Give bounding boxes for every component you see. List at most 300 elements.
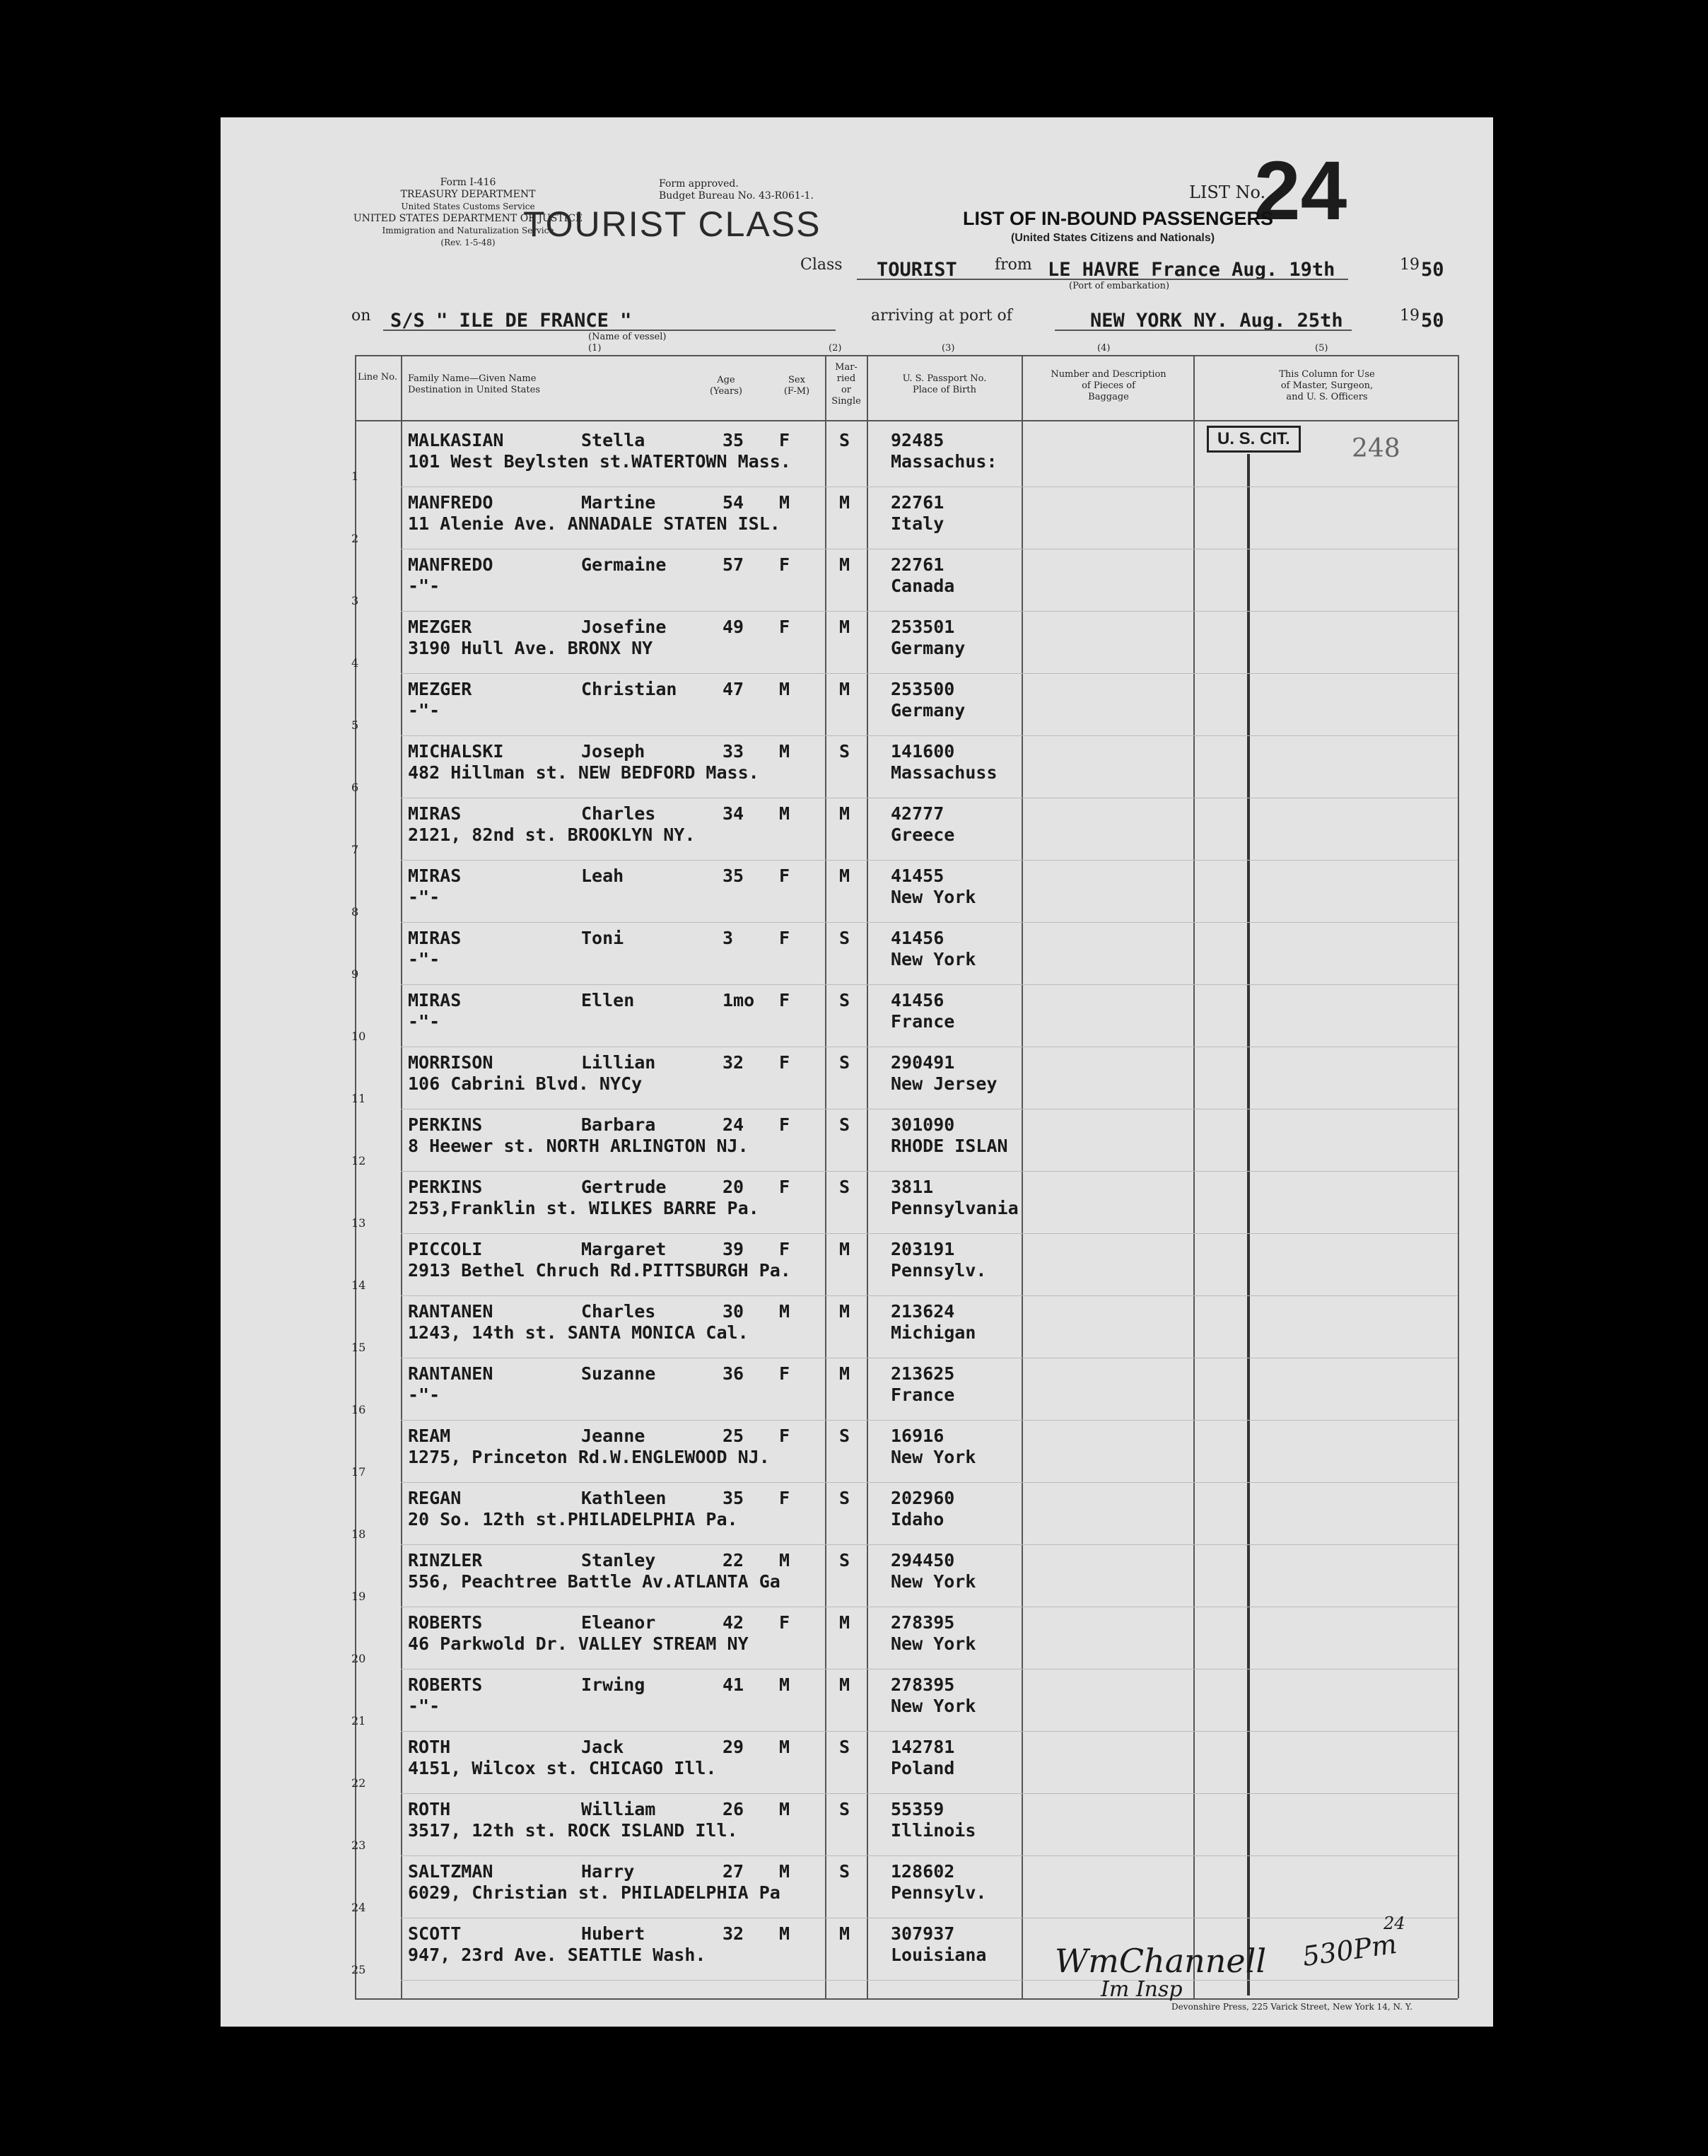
header-sex: Sex (F-M) (783, 375, 810, 397)
given-name: Jeanne (581, 1426, 645, 1446)
place-of-birth: Canada (891, 576, 955, 596)
family-name: MIRAS (408, 990, 462, 1010)
sex: F (779, 1177, 790, 1197)
col-number: (2) (829, 343, 842, 354)
row-separator (401, 611, 1458, 612)
place-of-birth: Illinois (891, 1820, 976, 1841)
age: 39 (723, 1239, 744, 1259)
marital-status: M (839, 803, 850, 824)
family-name: MIRAS (408, 928, 462, 948)
year2-suffix: 50 (1421, 310, 1444, 332)
table-row (221, 987, 1493, 1049)
place-of-birth: New York (891, 1571, 976, 1592)
place-of-birth: Italy (891, 513, 944, 534)
header-age: Age (Years) (710, 375, 742, 397)
destination-address: -"- (408, 576, 440, 596)
given-name: Charles (581, 803, 656, 824)
row-separator (401, 1980, 1458, 1981)
age: 24 (723, 1114, 744, 1135)
destination-address: 20 So. 12th st.PHILADELPHIA Pa. (408, 1509, 738, 1529)
family-name: RANTANEN (408, 1363, 493, 1384)
officer-number: 248 (1352, 434, 1400, 463)
marital-status: M (839, 1612, 850, 1633)
marital-status: S (839, 1737, 850, 1757)
list-number: 24 (1254, 144, 1347, 238)
table-row (221, 1174, 1493, 1236)
place-of-birth: Idaho (891, 1509, 944, 1529)
row-separator (401, 984, 1458, 985)
destination-address: 4151, Wilcox st. CHICAGO Ill. (408, 1758, 717, 1778)
form-number: Form I-416 (440, 177, 496, 188)
table-row (221, 863, 1493, 925)
destination-address: -"- (408, 700, 440, 721)
inspector-initials: Im Insp (1101, 1977, 1183, 2002)
sex: F (779, 1612, 790, 1633)
sex: F (779, 617, 790, 637)
printer-imprint: Devonshire Press, 225 Varick Street, New York 14, N. Y. (1171, 2002, 1413, 2012)
line-number: 3 (351, 594, 359, 607)
passport-number: 202960 (891, 1488, 955, 1508)
table-row (221, 1858, 1493, 1921)
line-number: 8 (351, 905, 359, 919)
row-separator (401, 1731, 1458, 1732)
sex: F (779, 1114, 790, 1135)
destination-address: 6029, Christian st. PHILADELPHIA Pa (408, 1882, 780, 1903)
line-number: 7 (351, 843, 359, 856)
family-name: MIRAS (408, 866, 462, 886)
age: 54 (723, 492, 744, 513)
age: 36 (723, 1363, 744, 1384)
passport-number: 22761 (891, 554, 944, 575)
marital-status: S (839, 1799, 850, 1819)
given-name: Harry (581, 1861, 635, 1882)
place-of-birth: New York (891, 1447, 976, 1467)
age: 32 (723, 1052, 744, 1073)
year1-suffix: 50 (1421, 259, 1444, 281)
family-name: ROBERTS (408, 1674, 483, 1695)
destination-address: 3190 Hull Ave. BRONX NY (408, 638, 653, 658)
sex: F (779, 1363, 790, 1384)
line-number: 18 (351, 1527, 366, 1541)
age: 57 (723, 554, 744, 575)
family-name: MALKASIAN (408, 430, 504, 450)
place-of-birth: New York (891, 887, 976, 907)
family-name: SCOTT (408, 1923, 462, 1944)
arriving-label: arriving at port of (871, 307, 1012, 325)
destination-address: -"- (408, 1011, 440, 1032)
age: 35 (723, 866, 744, 886)
marital-status: M (839, 492, 850, 513)
passport-number: 41455 (891, 866, 944, 886)
destination-address: 2913 Bethel Chruch Rd.PITTSBURGH Pa. (408, 1260, 791, 1281)
passport-number: 41456 (891, 928, 944, 948)
line-number: 20 (351, 1652, 366, 1665)
table-row (221, 614, 1493, 676)
given-name: Barbara (581, 1114, 656, 1135)
destination-address: 2121, 82nd st. BROOKLYN NY. (408, 824, 696, 845)
sex: M (779, 1550, 790, 1571)
marital-status: S (839, 1052, 850, 1073)
sex: M (779, 1799, 790, 1819)
col-number: (4) (1097, 343, 1111, 354)
age: 22 (723, 1550, 744, 1571)
table-row (221, 1112, 1493, 1174)
row-separator (401, 735, 1458, 736)
line-number: 15 (351, 1341, 366, 1354)
sex: F (779, 990, 790, 1010)
line-number: 23 (351, 1839, 366, 1852)
table-row (221, 1360, 1493, 1423)
age: 26 (723, 1799, 744, 1819)
family-name: REAM (408, 1426, 451, 1446)
marital-status: S (839, 1861, 850, 1882)
place-of-birth: New York (891, 1696, 976, 1716)
passport-number: 55359 (891, 1799, 944, 1819)
sex: M (779, 741, 790, 762)
vessel-caption: (Name of vessel) (588, 332, 667, 342)
place-of-birth: New York (891, 1633, 976, 1654)
family-name: SALTZMAN (408, 1861, 493, 1882)
table-row (221, 1609, 1493, 1672)
passport-number: 294450 (891, 1550, 955, 1571)
header-passport: U. S. Passport No. Place of Birth (902, 373, 987, 395)
given-name: Eleanor (581, 1612, 656, 1633)
given-name: Kathleen (581, 1488, 667, 1508)
form-approved: Form approved. (659, 178, 739, 190)
marital-status: S (839, 928, 850, 948)
line-number: 6 (351, 781, 359, 794)
table-row (221, 800, 1493, 863)
from-label: from (995, 256, 1032, 274)
row-separator (401, 1544, 1458, 1545)
given-name: Gertrude (581, 1177, 667, 1197)
family-name: PICCOLI (408, 1239, 483, 1259)
family-name: RANTANEN (408, 1301, 493, 1322)
table-row (221, 1547, 1493, 1609)
list-number-label: LIST No. (1189, 182, 1266, 202)
age: 35 (723, 1488, 744, 1508)
line-number: 2 (351, 532, 359, 545)
port-caption: (Port of embarkation) (1069, 281, 1170, 291)
signature-number: 24 (1384, 1913, 1405, 1933)
manifest-page (221, 117, 1493, 2027)
sex: M (779, 1861, 790, 1882)
family-name: ROTH (408, 1737, 451, 1757)
given-name: Hubert (581, 1923, 645, 1944)
table-row (221, 1423, 1493, 1485)
table-row (221, 1485, 1493, 1547)
form-approval (659, 178, 814, 202)
family-name: MICHALSKI (408, 741, 504, 762)
destination-address: 106 Cabrini Blvd. NYCy (408, 1073, 643, 1094)
place-of-birth: Louisiana (891, 1945, 987, 1965)
justice-department: UNITED STATES DEPARTMENT OF JUSTICE (353, 213, 583, 224)
ins-name: Immigration and Naturalization Service (382, 226, 554, 235)
col-number: (1) (588, 343, 602, 354)
header-line-no: Line No. (357, 372, 398, 383)
place-of-birth: New York (891, 949, 976, 969)
family-name: REGAN (408, 1488, 462, 1508)
age: 32 (723, 1923, 744, 1944)
given-name: Toni (581, 928, 624, 948)
place-of-birth: France (891, 1385, 955, 1405)
destination-address: 3517, 12th st. ROCK ISLAND Ill. (408, 1820, 738, 1841)
family-name: MEZGER (408, 679, 472, 699)
destination-address: -"- (408, 949, 440, 969)
line-number: 5 (351, 718, 359, 732)
row-separator (401, 673, 1458, 674)
table-row (221, 489, 1493, 552)
place-of-birth: France (891, 1011, 955, 1032)
given-name: William (581, 1799, 656, 1819)
class-value: TOURIST (877, 259, 957, 281)
row-separator (401, 486, 1458, 487)
passport-number: 290491 (891, 1052, 955, 1073)
department-name: TREASURY DEPARTMENT (400, 189, 536, 200)
destination-address: 1243, 14th st. SANTA MONICA Cal. (408, 1322, 749, 1343)
list-title: LIST OF IN-BOUND PASSENGERS (963, 208, 1274, 229)
line-number: 12 (351, 1154, 366, 1167)
place-of-birth: Germany (891, 638, 966, 658)
passport-number: 213624 (891, 1301, 955, 1322)
destination-address: -"- (408, 1385, 440, 1405)
age: 20 (723, 1177, 744, 1197)
line-number: 25 (351, 1963, 366, 1976)
sex: M (779, 1674, 790, 1695)
vessel-value: S/S " ILE DE FRANCE " (390, 310, 632, 332)
signature-time: 530Pm (1300, 1928, 1399, 1973)
line-number: 4 (351, 656, 359, 670)
row-separator (401, 1793, 1458, 1794)
age: 35 (723, 430, 744, 450)
line-number: 17 (351, 1465, 366, 1479)
given-name: Margaret (581, 1239, 667, 1259)
tourist-class-stamp: TOURIST CLASS (523, 204, 821, 244)
customs-service: United States Customs Service (401, 202, 535, 211)
year1-prefix: 19 (1400, 256, 1420, 274)
given-name: Suzanne (581, 1363, 656, 1384)
row-separator (401, 1669, 1458, 1670)
table-row (221, 552, 1493, 614)
marital-status: M (839, 1363, 850, 1384)
age: 30 (723, 1301, 744, 1322)
age: 34 (723, 803, 744, 824)
place-of-birth: Greece (891, 824, 955, 845)
age: 41 (723, 1674, 744, 1695)
passport-number: 42777 (891, 803, 944, 824)
age: 27 (723, 1861, 744, 1882)
marital-status: S (839, 1177, 850, 1197)
header-baggage: Number and Description of Pieces of Baggage (1051, 369, 1166, 402)
given-name: Germaine (581, 554, 667, 575)
row-separator (401, 922, 1458, 923)
age: 49 (723, 617, 744, 637)
marital-status: M (839, 554, 850, 575)
header-name: Family Name—Given Name Destination in United States (408, 373, 540, 395)
form-revision: (Rev. 1-5-48) (440, 238, 496, 247)
line-number: 1 (351, 470, 359, 483)
marital-status: S (839, 741, 850, 762)
passport-number: 142781 (891, 1737, 955, 1757)
given-name: Leah (581, 866, 624, 886)
destination-address: 8 Heewer st. NORTH ARLINGTON NJ. (408, 1136, 749, 1156)
age: 42 (723, 1612, 744, 1633)
table-row (221, 1796, 1493, 1858)
given-name: Christian (581, 679, 677, 699)
sex: F (779, 1426, 790, 1446)
line-number: 13 (351, 1216, 366, 1230)
passport-number: 307937 (891, 1923, 955, 1944)
table-row (221, 1672, 1493, 1734)
class-label: Class (800, 256, 843, 274)
place-of-birth: Germany (891, 700, 966, 721)
destination-address: -"- (408, 887, 440, 907)
sex: F (779, 1488, 790, 1508)
passport-number: 253501 (891, 617, 955, 637)
marital-status: M (839, 679, 850, 699)
officer-signature: WmChannell (1055, 1942, 1267, 1980)
age: 3 (723, 928, 734, 948)
sex: M (779, 679, 790, 699)
us-cit-stamp: U. S. CIT. (1207, 426, 1301, 453)
family-name: MEZGER (408, 617, 472, 637)
given-name: Lillian (581, 1052, 656, 1073)
table-row (221, 427, 1493, 489)
row-separator (401, 1171, 1458, 1172)
table-row (221, 738, 1493, 800)
col-number: (5) (1315, 343, 1328, 354)
table-row (221, 1049, 1493, 1112)
sex: F (779, 554, 790, 575)
marital-status: M (839, 1674, 850, 1695)
given-name: Stella (581, 430, 645, 450)
place-of-birth: Massachuss (891, 762, 998, 783)
budget-bureau: Budget Bureau No. 43-R061-1. (659, 190, 814, 202)
age: 29 (723, 1737, 744, 1757)
given-name: Irwing (581, 1674, 645, 1695)
destination-address: 11 Alenie Ave. ANNADALE STATEN ISL. (408, 513, 780, 534)
sex: F (779, 928, 790, 948)
col-number: (3) (942, 343, 955, 354)
sex: F (779, 1052, 790, 1073)
row-separator (401, 1233, 1458, 1234)
family-name: MANFREDO (408, 492, 493, 513)
header-married: Mar- ried or Single (831, 362, 861, 407)
passport-number: 128602 (891, 1861, 955, 1882)
line-number: 11 (351, 1092, 366, 1105)
sex: M (779, 1737, 790, 1757)
family-name: RINZLER (408, 1550, 483, 1571)
line-number: 19 (351, 1590, 366, 1603)
destination-address: 46 Parkwold Dr. VALLEY STREAM NY (408, 1633, 749, 1654)
row-separator (401, 1295, 1458, 1296)
age: 47 (723, 679, 744, 699)
destination-address: 101 West Beylsten st.WATERTOWN Mass. (408, 451, 791, 472)
passport-number: 253500 (891, 679, 955, 699)
row-separator (401, 1420, 1458, 1421)
destination-address: 1275, Princeton Rd.W.ENGLEWOOD NJ. (408, 1447, 770, 1467)
passport-number: 213625 (891, 1363, 955, 1384)
given-name: Josefine (581, 617, 667, 637)
given-name: Joseph (581, 741, 645, 762)
passport-number: 41456 (891, 990, 944, 1010)
sex: F (779, 1239, 790, 1259)
marital-status: M (839, 1239, 850, 1259)
place-of-birth: Pennsylvania (891, 1198, 1019, 1218)
row-separator (401, 1855, 1458, 1856)
row-separator (401, 860, 1458, 861)
table-row (221, 1734, 1493, 1796)
line-number: 24 (351, 1901, 366, 1914)
place-of-birth: RHODE ISLAN (891, 1136, 1008, 1156)
passport-number: 301090 (891, 1114, 955, 1135)
family-name: ROTH (408, 1799, 451, 1819)
place-of-birth: Pennsylv. (891, 1260, 987, 1281)
on-label: on (351, 307, 371, 325)
marital-status: S (839, 1114, 850, 1135)
place-of-birth: New Jersey (891, 1073, 998, 1094)
passport-number: 203191 (891, 1239, 955, 1259)
place-of-birth: Michigan (891, 1322, 976, 1343)
marital-status: S (839, 1550, 850, 1571)
given-name: Ellen (581, 990, 635, 1010)
family-name: MIRAS (408, 803, 462, 824)
place-of-birth: Pennsylv. (891, 1882, 987, 1903)
place-of-birth: Massachus: (891, 451, 998, 472)
marital-status: S (839, 1488, 850, 1508)
sex: F (779, 866, 790, 886)
marital-status: S (839, 1426, 850, 1446)
passport-number: 278395 (891, 1612, 955, 1633)
line-number: 14 (351, 1278, 366, 1292)
marital-status: M (839, 1923, 850, 1944)
table-row (221, 925, 1493, 987)
sex: M (779, 1301, 790, 1322)
line-number: 16 (351, 1403, 366, 1416)
from-value: LE HAVRE France Aug. 19th (1048, 259, 1335, 281)
marital-status: S (839, 990, 850, 1010)
given-name: Stanley (581, 1550, 656, 1571)
destination-address: 947, 23rd Ave. SEATTLE Wash. (408, 1945, 706, 1965)
sex: F (779, 430, 790, 450)
family-name: ROBERTS (408, 1612, 483, 1633)
row-separator (401, 1482, 1458, 1483)
passport-number: 16916 (891, 1426, 944, 1446)
line-number: 9 (351, 967, 359, 981)
line-number: 22 (351, 1776, 366, 1790)
age: 25 (723, 1426, 744, 1446)
marital-status: M (839, 1301, 850, 1322)
marital-status: M (839, 866, 850, 886)
passport-number: 278395 (891, 1674, 955, 1695)
passport-number: 141600 (891, 741, 955, 762)
sex: M (779, 492, 790, 513)
given-name: Jack (581, 1737, 624, 1757)
year2-prefix: 19 (1400, 307, 1420, 325)
passport-number: 92485 (891, 430, 944, 450)
family-name: PERKINS (408, 1177, 483, 1197)
age: 1mo (723, 990, 755, 1010)
arriving-value: NEW YORK NY. Aug. 25th (1090, 310, 1343, 332)
family-name: PERKINS (408, 1114, 483, 1135)
marital-status: M (839, 617, 850, 637)
destination-address: 482 Hillman st. NEW BEDFORD Mass. (408, 762, 759, 783)
table-row (221, 1236, 1493, 1298)
given-name: Martine (581, 492, 656, 513)
header-officers: This Column for Use of Master, Surgeon, and U. S. Officers (1279, 369, 1375, 402)
line-number: 21 (351, 1714, 366, 1727)
family-name: MORRISON (408, 1052, 493, 1073)
